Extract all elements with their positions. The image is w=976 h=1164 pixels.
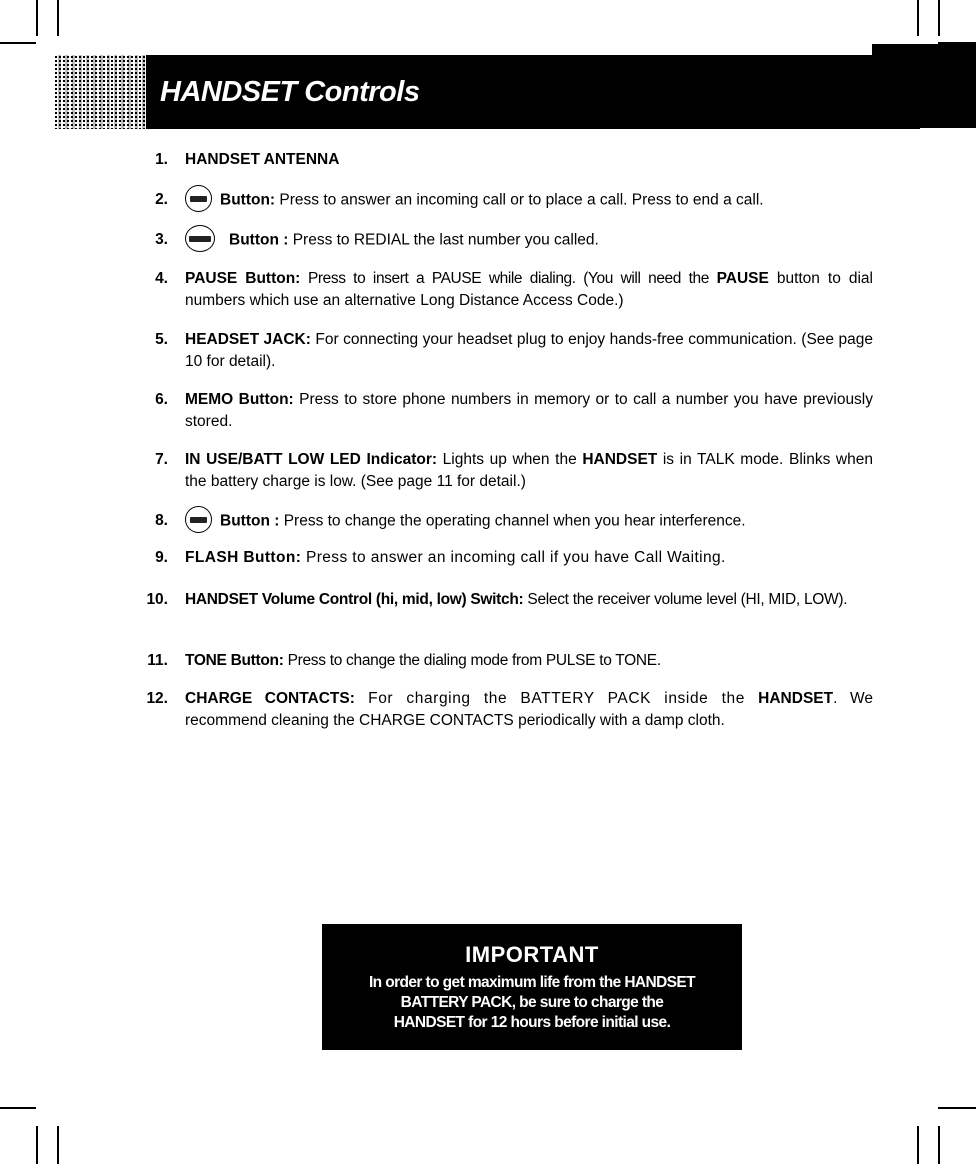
item-body — [185, 329, 873, 373]
item-text: . We recommend cleaning the CHARGE CONTACTS periodically with a damp cloth. — [185, 690, 873, 729]
item-text: Press to answer an incoming call or to place a call. Press to end a call. — [275, 191, 764, 209]
crop-mark — [938, 0, 940, 36]
talk-button-icon — [185, 185, 212, 212]
item-label: MEMO Button: — [185, 391, 294, 408]
item-text: button to dial numbers which use an alternative Long Distance Access Code.) — [185, 270, 873, 309]
item-body — [185, 229, 873, 252]
item-number: 7. — [155, 451, 168, 468]
crop-mark — [57, 0, 59, 36]
item-number: 9. — [155, 549, 168, 566]
notice-line: HANDSET for 12 hours before initial use. — [393, 1014, 671, 1031]
item-text: Lights up when the — [437, 451, 583, 468]
item-text: Press to REDIAL the last number you called. — [288, 231, 599, 249]
notice-line: BATTERY PACK, be sure to charge the — [400, 994, 664, 1011]
redial-button-icon — [185, 225, 215, 252]
item-text: Select the receiver volume level (HI, MID, LOW). — [523, 591, 848, 608]
item-body — [185, 149, 873, 171]
item-body — [185, 189, 873, 212]
item-text: For connecting your headset plug to enjoy hands-free communication. (See page 10 for detail). — [185, 331, 873, 370]
item-label: PAUSE Button: — [185, 270, 301, 287]
item-body — [185, 449, 873, 493]
item-body — [185, 650, 873, 672]
item-label: IN USE/BATT LOW LED Indicator: — [185, 451, 438, 468]
item-body — [185, 510, 873, 533]
crop-mark — [0, 42, 36, 44]
item-number: 11. — [147, 652, 168, 669]
item-label: CHARGE CONTACTS: — [185, 690, 355, 707]
item-text-bold: HANDSET — [582, 451, 658, 468]
item-label: Button : — [220, 512, 280, 530]
crop-mark — [57, 1126, 59, 1164]
notice-title: IMPORTANT — [465, 942, 599, 967]
item-body — [185, 547, 873, 569]
item-number: 2. — [155, 191, 168, 208]
item-text: Press to change the operating channel when you hear interference. — [279, 512, 746, 530]
item-label: Button: — [220, 191, 276, 209]
crop-mark — [0, 1107, 36, 1109]
item-text-bold: PAUSE — [716, 270, 769, 287]
item-text: is in TALK mode. Blinks when the battery charge is low. (See page 11 for detail.) — [185, 451, 873, 490]
item-label: HEADSET JACK: — [185, 331, 311, 348]
item-number: 6. — [155, 391, 168, 408]
crop-mark — [917, 1126, 919, 1164]
item-label: Button : — [229, 231, 289, 249]
item-number: 10. — [146, 591, 168, 608]
item-number: 12. — [146, 690, 168, 707]
crop-mark — [938, 1126, 940, 1164]
item-text: Press to store phone numbers in memory or to call a number you have previously stored. — [185, 391, 874, 430]
halftone-pattern-overlay — [54, 55, 146, 129]
item-label: TONE Button: — [185, 652, 284, 669]
item-label: FLASH Button: — [185, 549, 302, 566]
item-number: 4. — [155, 270, 168, 287]
item-text: For charging the BATTERY PACK inside the — [354, 690, 759, 707]
item-text: Press to answer an incoming call if you have Call Waiting. — [301, 549, 726, 566]
crop-mark — [36, 0, 38, 36]
item-text-bold: HANDSET — [758, 690, 834, 707]
header-tab — [872, 44, 976, 128]
item-text: Press to change the dialing mode from PULSE to TONE. — [283, 652, 661, 669]
channel-button-icon — [185, 506, 212, 533]
crop-mark — [938, 1107, 976, 1109]
item-label: HANDSET Volume Control (hi, mid, low) Switch: — [185, 591, 524, 608]
notice-body — [322, 973, 742, 1033]
item-text: Press to insert a PAUSE while dialing. (You will need the — [300, 270, 717, 287]
item-body — [185, 589, 873, 611]
item-number: 8. — [155, 512, 168, 529]
item-label: HANDSET ANTENNA — [185, 151, 340, 168]
crop-mark — [36, 1126, 38, 1164]
item-number: 5. — [155, 331, 168, 348]
notice-line: In order to get maximum life from the HANDSET — [368, 974, 696, 991]
crop-mark — [917, 0, 919, 36]
important-notice — [322, 924, 742, 1050]
page-title: HANDSET Controls — [160, 76, 420, 108]
item-number: 1. — [155, 151, 168, 168]
item-body — [185, 389, 873, 433]
item-body — [185, 268, 873, 312]
item-body — [185, 688, 873, 732]
item-number: 3. — [155, 231, 168, 248]
